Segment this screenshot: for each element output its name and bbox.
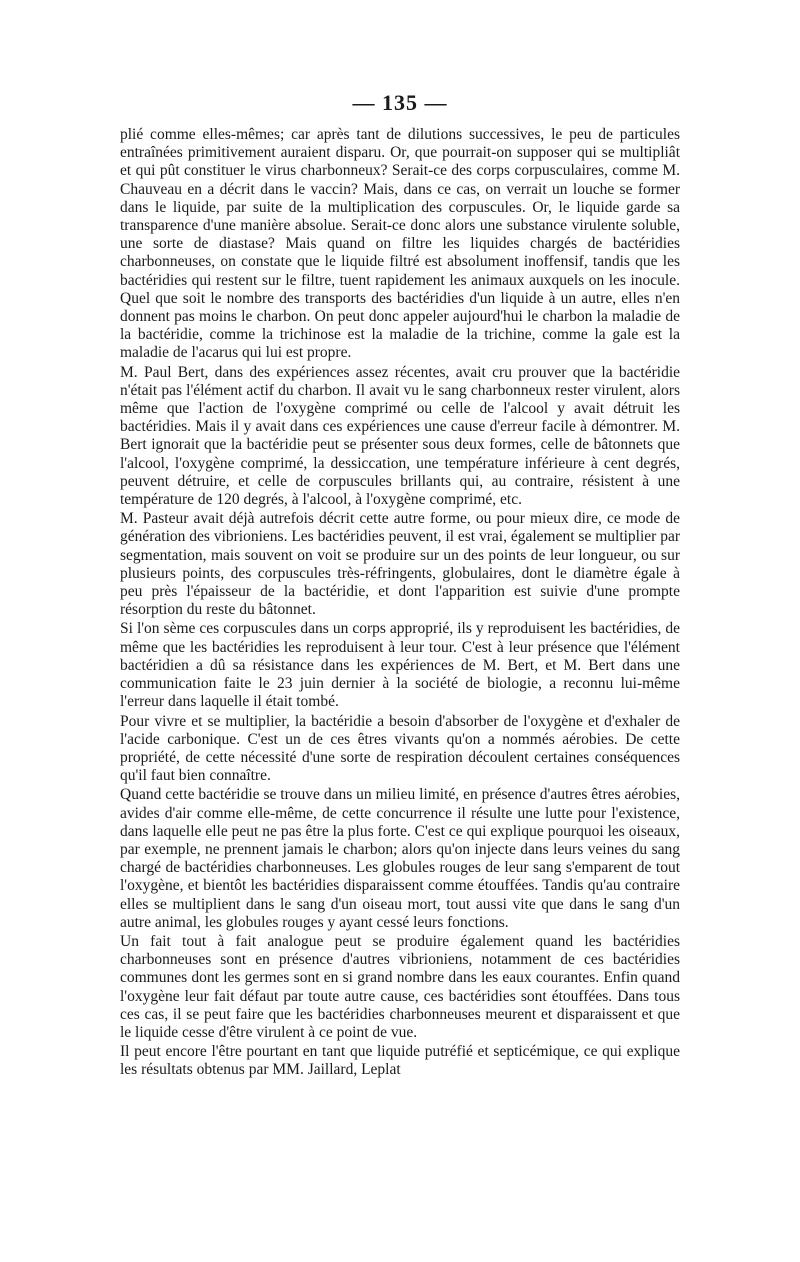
paragraph: Quand cette bactéridie se trouve dans un milieu limité, en présence d'autres êtres aérobies, avides d'air comme elle-même, de cette concurrence il résulte une lutte pour l'existence, dans laquelle elle peut ne pas être la plus forte. C'est ce qui explique pourquoi les oiseaux, par exemple, ne prennent jamais le charbon; alors qu'on injecte dans leurs veines du sang chargé de bactéridies charbonneuses. Les globules rouges de leur sang s'emparent de tout l'oxygène, et bientôt les bactéridies disparaissent comme étouffées. Tandis qu'au contraire elles se multiplient dans le sang d'un oiseau mort, tout aussi vite que dans le sang d'un autre animal, les globules rouges y ayant cessé leurs fonctions.	[120, 786, 680, 931]
paragraph: Il peut encore l'être pourtant en tant que liquide putréfié et septicémique, ce qui explique les résultats obtenus par MM. Jaillard, Leplat	[120, 1043, 680, 1079]
page-number: — 135 —	[352, 90, 448, 115]
paragraph: Si l'on sème ces corpuscules dans un corps approprié, ils y reproduisent les bactéridies, de même que les bactéridies les reproduisent à leur tour. C'est à leur présence que l'élément bactéridien a dû sa résistance dans les expériences de M. Bert, et M. Bert dans une communication faite le 23 juin dernier à la société de biologie, a reconnu lui-même l'erreur dans laquelle il était tombé.	[120, 620, 680, 711]
paragraph: M. Pasteur avait déjà autrefois décrit cette autre forme, ou pour mieux dire, ce mode de génération des vibrioniens. Les bactéridies peuvent, il est vrai, également se multiplier par segmentation, mais souvent on voit se produire sur un des points de leur longueur, ou sur plusieurs points, des corpuscules très-réfringents, globulaires, dont le diamètre égale à peu près l'épaisseur de la bactéridie, et dont l'apparition est suivie d'une prompte résorption du reste du bâtonnet.	[120, 510, 680, 619]
paragraph: Pour vivre et se multiplier, la bactéridie a besoin d'absorber de l'oxygène et d'exhaler de l'acide carbonique. C'est un de ces êtres vivants qu'on a nommés aérobies. De cette propriété, de cette nécessité d'une sorte de respiration découlent certaines conséquences qu'il faut bien connaître.	[120, 712, 680, 785]
body-text	[120, 126, 680, 1080]
paragraph: plié comme elles-mêmes; car après tant de dilutions successives, le peu de particules entraînées primitivement auraient disparu. Or, que pourrait-on supposer qui se multipliât et qui pût constituer le virus charbonneux? Serait-ce des corps corpusculaires, comme M. Chauveau en a décrit dans le vaccin? Mais, dans ce cas, on verrait un louche se former dans le liquide, par suite de la multiplication des corpuscules. Or, le liquide garde sa transparence d'une manière absolue. Serait-ce donc alors une substance virulente soluble, une sorte de diastase? Mais quand on filtre les liquides chargés de bactéridies charbonneuses, on constate que le liquide filtré est absolument inoffensif, tandis que les bactéridies qui restent sur le filtre, tuent rapidement les animaux auxquels on les inocule. Quel que soit le nombre des transports des bactéridies d'un liquide à un autre, elles n'en donnent pas moins le charbon. On peut donc appeler aujourd'hui le charbon la maladie de la bactéridie, comme la trichinose est la maladie de la trichine, comme la gale est la maladie de l'acarus qui lui est propre.	[120, 126, 680, 362]
paragraph: Un fait tout à fait analogue peut se produire également quand les bactéridies charbonneuses sont en présence d'autres vibrioniens, notamment de ces bactéridies communes dont les germes sont en si grand nombre dans les eaux courantes. Enfin quand l'oxygène leur fait défaut par toute autre cause, ces bactéridies sont étouffées. Dans tous ces cas, il se peut faire que les bactéridies charbonneuses meurent et disparaissent et que le liquide cesse d'être virulent à ce point de vue.	[120, 932, 680, 1041]
paragraph: M. Paul Bert, dans des expériences assez récentes, avait cru prouver que la bactéridie n'était pas l'élément actif du charbon. Il avait vu le sang charbonneux rester virulent, alors même que l'action de l'oxygène comprimé ou celle de l'alcool y avait détruit les bactéridies. Mais il y avait dans ces expériences une cause d'erreur facile à démontrer. M. Bert ignorait que la bactéridie peut se présenter sous deux formes, celle de bâtonnets que l'alcool, l'oxygène comprimé, la dessiccation, une température inférieure à cent degrés, peuvent détruire, et celle de corpuscules brillants qui, au contraire, résistent à une température de 120 degrés, à l'alcool, à l'oxygène comprimé, etc.	[120, 363, 680, 509]
